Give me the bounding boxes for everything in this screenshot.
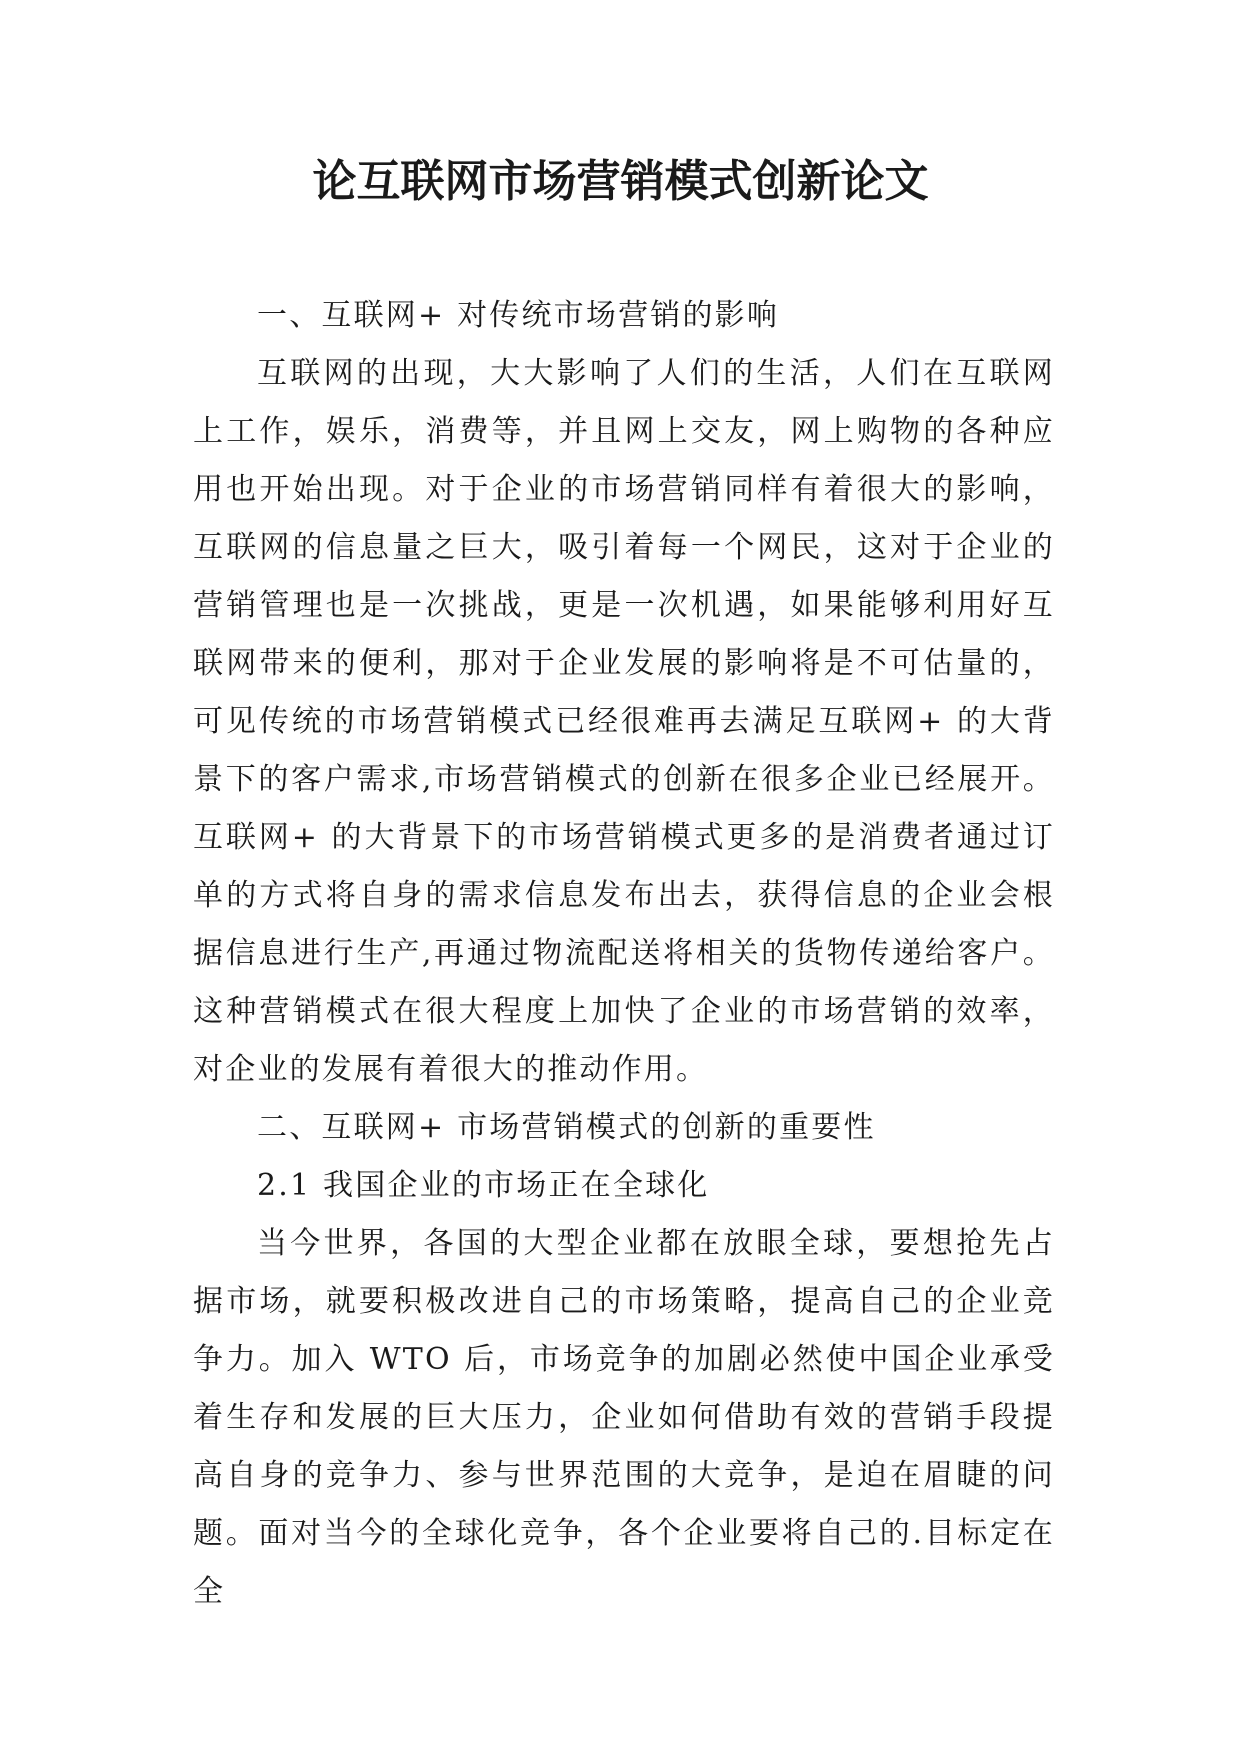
- paragraph-1: 互联网的出现，大大影响了人们的生活，人们在互联网上工作，娱乐，消费等，并且网上交友，网上购物的各种应用也开始出现。对于企业的市场营销同样有着很大的影响，互联网的信息量之巨大，吸引着每一个网民，这对于企业的营销管理也是一次挑战，更是一次机遇，如果能够利用好互联网带来的便利，那对于企业发展的影响将是不可估量的，可见传统的市场营销模式已经很难再去满足互联网+ 的大背景下的客户需求,市场营销模式的创新在很多企业已经展开。互联网+ 的大背景下的市场营销模式更多的是消费者通过订单的方式将自身的需求信息发布出去，获得信息的企业会根据信息进行生产,再通过物流配送将相关的货物传递给客户。这种营销模式在很大程度上加快了企业的市场营销的效率，对企业的发展有着很大的推动作用。: [193, 356, 1055, 1087]
- section-heading-2: 二、互联网+ 市场营销模式的创新的重要性: [257, 1110, 876, 1145]
- paragraph-2: 当今世界，各国的大型企业都在放眼全球，要想抢先占据市场，就要积极改进自己的市场策略，提高自己的企业竞争力。加入 WTO 后，市场竞争的加剧必然使中国企业承受着生存和发展的巨大压力，企业如何借助有效的营销手段提高自身的竞争力、参与世界范围的大竞争，是迫在眉睫的问题。面对当今的全球化竞争，各个企业要将自己的.目标定在全: [193, 1226, 1055, 1609]
- subsection-heading-2-1: 2.1 我国企业的市场正在全球化: [257, 1168, 710, 1203]
- section-heading-1: 一、互联网+ 对传统市场营销的影响: [257, 298, 780, 333]
- document-title: 论互联网市场营销模式创新论文: [312, 156, 929, 207]
- document-body: [193, 287, 1055, 1621]
